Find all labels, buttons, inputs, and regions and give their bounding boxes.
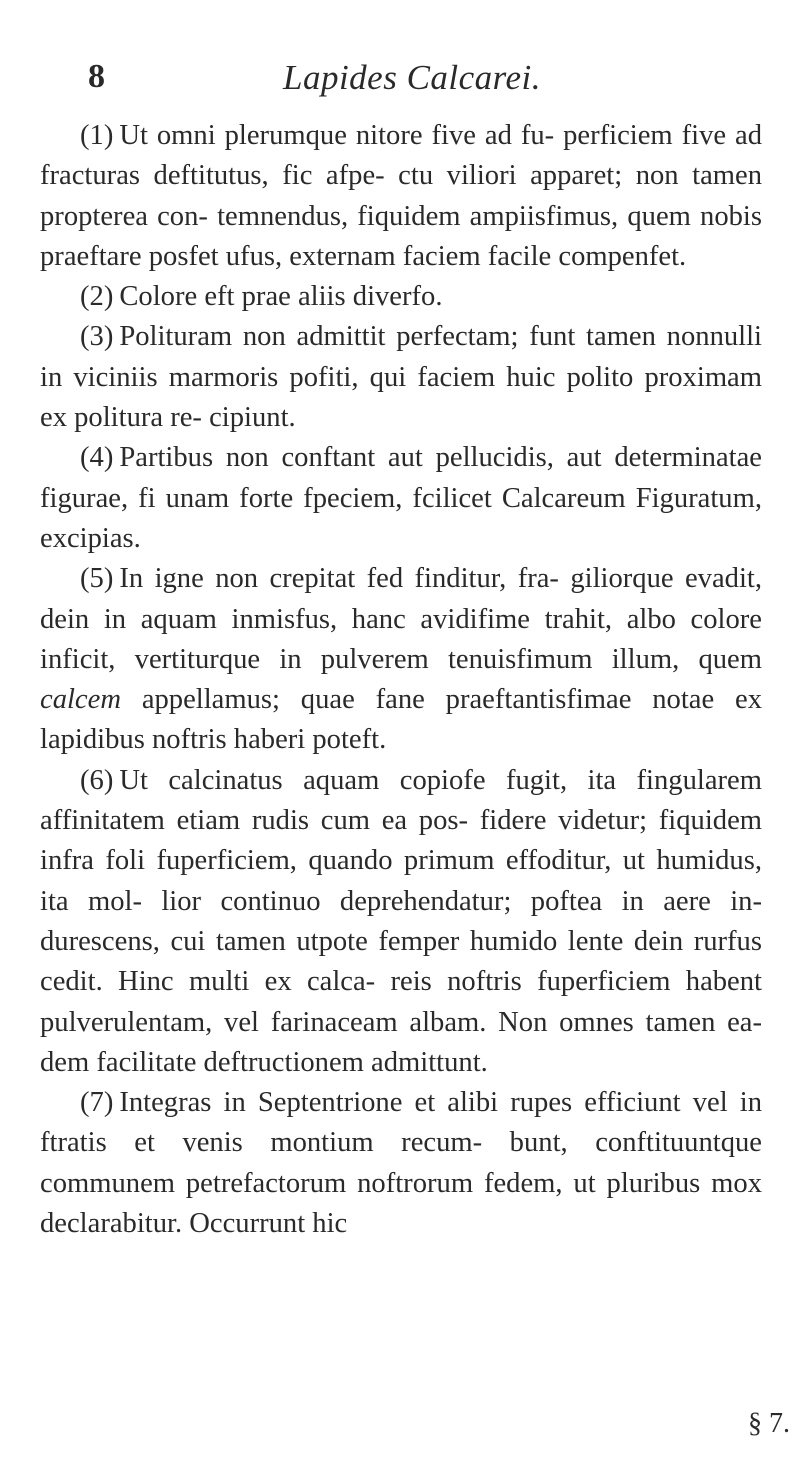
paragraph-2 [40, 277, 762, 317]
paragraph-5 [40, 559, 762, 760]
paragraph-7 [40, 1083, 762, 1244]
paragraph-4 [40, 438, 762, 559]
body-text [40, 116, 762, 1244]
italic-term-calcem: calcem [40, 684, 121, 716]
paragraph-number: (5) [80, 563, 114, 595]
paragraph-number: (3) [80, 321, 114, 353]
page-header [40, 60, 762, 116]
paragraph-number: (7) [80, 1087, 114, 1119]
paragraph-number: (2) [80, 281, 114, 313]
paragraph-number: (1) [80, 120, 114, 151]
running-title: Lapides Calcarei. [282, 58, 542, 97]
paragraph-6 [40, 761, 762, 1083]
paragraph-text: Colore eft prae aliis diverfo. [119, 281, 443, 313]
paragraph-text: Ut omni plerumque nitore five ad fu- perficiem five ad fracturas deftitutus, fic afpe- ctu viliori apparet; non tamen propterea con- temnendus, fiquidem ampiisfimus, quem nobis praeftare posfet ufus, externam faciem facile compenfet. [40, 120, 762, 272]
paragraph-text: Polituram non admittit perfectam; funt tamen nonnulli in viciniis marmoris pofiti, qui faciem huic polito proximam ex politura re- cipiunt. [40, 321, 762, 434]
paragraph-3 [40, 317, 762, 438]
catchword: § 7. [748, 1408, 790, 1439]
paragraph-text: In igne non crepitat fed finditur, fra- giliorque evadit, dein in aquam inmisfus, hanc avidifime trahit, albo colore inficit, vertiturque in pulverem tenuisfimum illum, quem [40, 563, 762, 675]
paragraph-number: (4) [80, 442, 114, 474]
paragraph-number: (6) [80, 764, 114, 796]
paragraph-1 [40, 116, 762, 277]
paragraph-text-continued: appellamus; quae fane praeftantisfimae notae ex lapidibus noftris haberi poteft. [40, 684, 762, 756]
paragraph-text: Partibus non conftant aut pellucidis, aut determinatae figurae, fi unam forte fpeciem, fcilicet Calcareum Figuratum, excipias. [40, 442, 762, 554]
paragraph-text: Ut calcinatus aquam copiofe fugit, ita fingularem affinitatem etiam rudis cum ea pos- fidere videtur; fiquidem infra foli fuperficiem, quando primum effoditur, ut humidus, ita mol- lior continuo deprehendatur; poftea in aere in- durescens, cui tamen utpote femper humido lente dein rurfus cedit. Hinc multi ex calca- reis noftris fuperficiem habent pulverulentam, vel farinaceam albam. Non omnes tamen ea- dem facilitate deftructionem admittunt. [40, 764, 762, 1078]
paragraph-text: Integras in Septentrione et alibi rupes efficiunt vel in ftratis et venis montium recum- bunt, conftituuntque communem petrefactorum noftrorum fedem, ut pluribus mox declarabitur. Occurrunt hic [40, 1087, 762, 1240]
page-number: 8 [88, 58, 105, 95]
